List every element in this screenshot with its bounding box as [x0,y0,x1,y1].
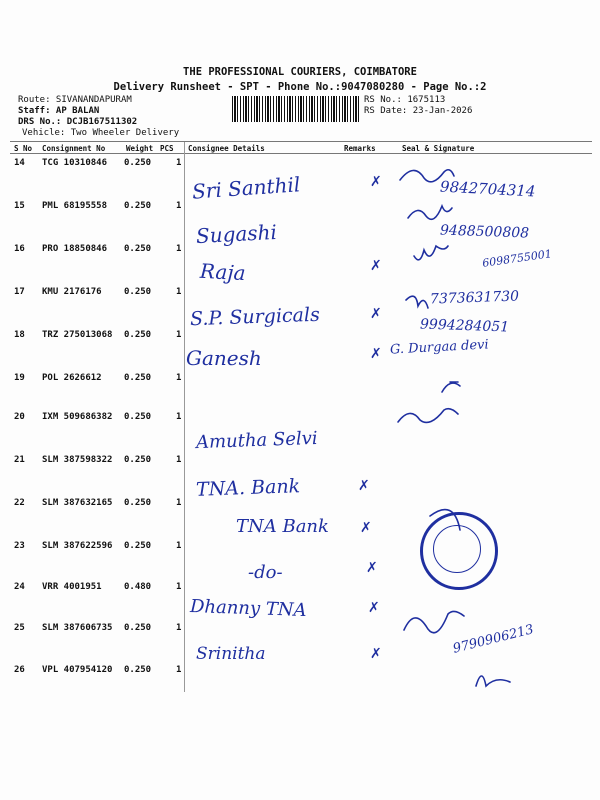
handwritten-consignee: TNA. Bank [195,475,301,501]
route-label: Route: SIVANANDAPURAM [18,95,132,105]
rs-number: RS No.: 1675113 [364,95,446,105]
handwritten-phone: 6098755001 [481,247,553,270]
row-pcs: 1 [176,244,182,254]
col-sno: S No [14,144,33,153]
row-weight: 0.250 [124,412,152,422]
handwritten-consignee: Amutha Selvi [195,427,318,454]
row-pcs: 1 [176,498,182,508]
row-consignment: IXM 509686382 [42,412,113,422]
row-weight: 0.250 [124,498,152,508]
company-title: THE PROFESSIONAL COURIERS, COIMBATORE [183,66,417,78]
handwritten-consignee: Raja [199,258,247,286]
col-consignment: Consignment No [42,144,106,153]
row-sno: 24 [14,582,25,592]
row-consignment: TRZ 275013068 [42,330,113,340]
handwritten-phone: 7373631730 [429,288,520,308]
row-consignment: POL 2626612 [42,373,102,383]
remark-mark: ✗ [360,520,372,536]
handwritten-phone: 9790906213 [451,622,536,657]
col-consignee: Consignee Details [188,144,265,153]
remark-mark: ✗ [366,560,378,576]
handwritten-consignee: TNA Bank [236,516,329,537]
row-weight: 0.250 [124,541,152,551]
row-weight: 0.250 [124,373,152,383]
handwritten-consignee: Sugashi [195,219,278,249]
row-consignment: SLM 387622596 [42,541,113,551]
remark-mark: ✗ [370,346,382,362]
col-pcs: PCS [160,144,174,153]
row-pcs: 1 [176,582,182,592]
remark-mark: ✗ [358,478,370,494]
row-weight: 0.250 [124,665,152,675]
row-consignment: TCG 10310846 [42,158,108,168]
row-pcs: 1 [176,412,182,422]
rs-date: RS Date: 23-Jan-2026 [364,106,473,116]
row-weight: 0.250 [124,330,152,340]
row-consignment: VRR 4001951 [42,582,102,592]
row-weight: 0.250 [124,244,152,254]
handwritten-phone: 9488500808 [439,222,530,242]
remark-mark: ✗ [368,600,380,616]
staff-label: Staff: AP BALAN [18,106,100,116]
row-pcs: 1 [176,623,182,633]
remark-mark: ✗ [370,258,382,274]
row-sno: 25 [14,623,25,633]
row-consignment: VPL 407954120 [42,665,113,675]
row-sno: 16 [14,244,25,254]
handwritten-consignee: Sri Santhil [191,172,301,204]
row-weight: 0.250 [124,287,152,297]
remark-mark: ✗ [370,306,382,322]
table-header-rule [10,153,592,154]
bank-seal [420,512,498,590]
row-sno: 19 [14,373,25,383]
row-sno: 15 [14,201,25,211]
row-pcs: 1 [176,455,182,465]
row-weight: 0.250 [124,158,152,168]
handwritten-name: G. Durgaa devi [389,337,489,358]
handwritten-consignee: -do- [248,562,283,583]
row-pcs: 1 [176,158,182,168]
row-weight: 0.480 [124,582,152,592]
remark-mark: ✗ [370,646,382,662]
row-pcs: 1 [176,287,182,297]
row-consignment: KMU 2176176 [42,287,102,297]
table-top-rule [10,141,592,142]
row-sno: 22 [14,498,25,508]
handwritten-consignee: S.P. Surgicals [189,303,321,331]
row-sno: 18 [14,330,25,340]
col-weight: Weight [126,144,154,153]
remark-mark: ✗ [370,174,382,190]
bank-seal-inner-ring [433,525,481,573]
row-weight: 0.250 [124,201,152,211]
row-weight: 0.250 [124,455,152,465]
row-consignment: SLM 387606735 [42,623,113,633]
col-remarks: Remarks [344,144,376,153]
runsheet-subtitle: Delivery Runsheet - SPT - Phone No.:9047080280 - Page No.:2 [113,81,487,93]
row-pcs: 1 [176,373,182,383]
row-sno: 17 [14,287,25,297]
row-pcs: 1 [176,201,182,211]
row-pcs: 1 [176,665,182,675]
row-pcs: 1 [176,330,182,340]
row-sno: 23 [14,541,25,551]
row-pcs: 1 [176,541,182,551]
row-consignment: SLM 387632165 [42,498,113,508]
handwritten-phone: 9842704314 [439,177,536,201]
row-consignment: PML 68195558 [42,201,108,211]
row-sno: 20 [14,412,25,422]
drs-label: DRS No.: DCJB167511302 [18,117,138,127]
row-consignment: PRO 18850846 [42,244,108,254]
vehicle-label: Vehicle: Two Wheeler Delivery [22,128,180,138]
barcode [232,96,360,122]
row-consignment: SLM 387598322 [42,455,113,465]
handwritten-consignee: Ganesh [186,346,262,370]
handwritten-consignee: Srinitha [196,644,266,664]
row-sno: 21 [14,455,25,465]
col-seal: Seal & Signature [402,144,475,153]
row-sno: 14 [14,158,25,168]
handwritten-phone: 9994284051 [419,316,510,336]
row-weight: 0.250 [124,623,152,633]
handwritten-consignee: Dhanny TNA [189,595,307,622]
row-sno: 26 [14,665,25,675]
